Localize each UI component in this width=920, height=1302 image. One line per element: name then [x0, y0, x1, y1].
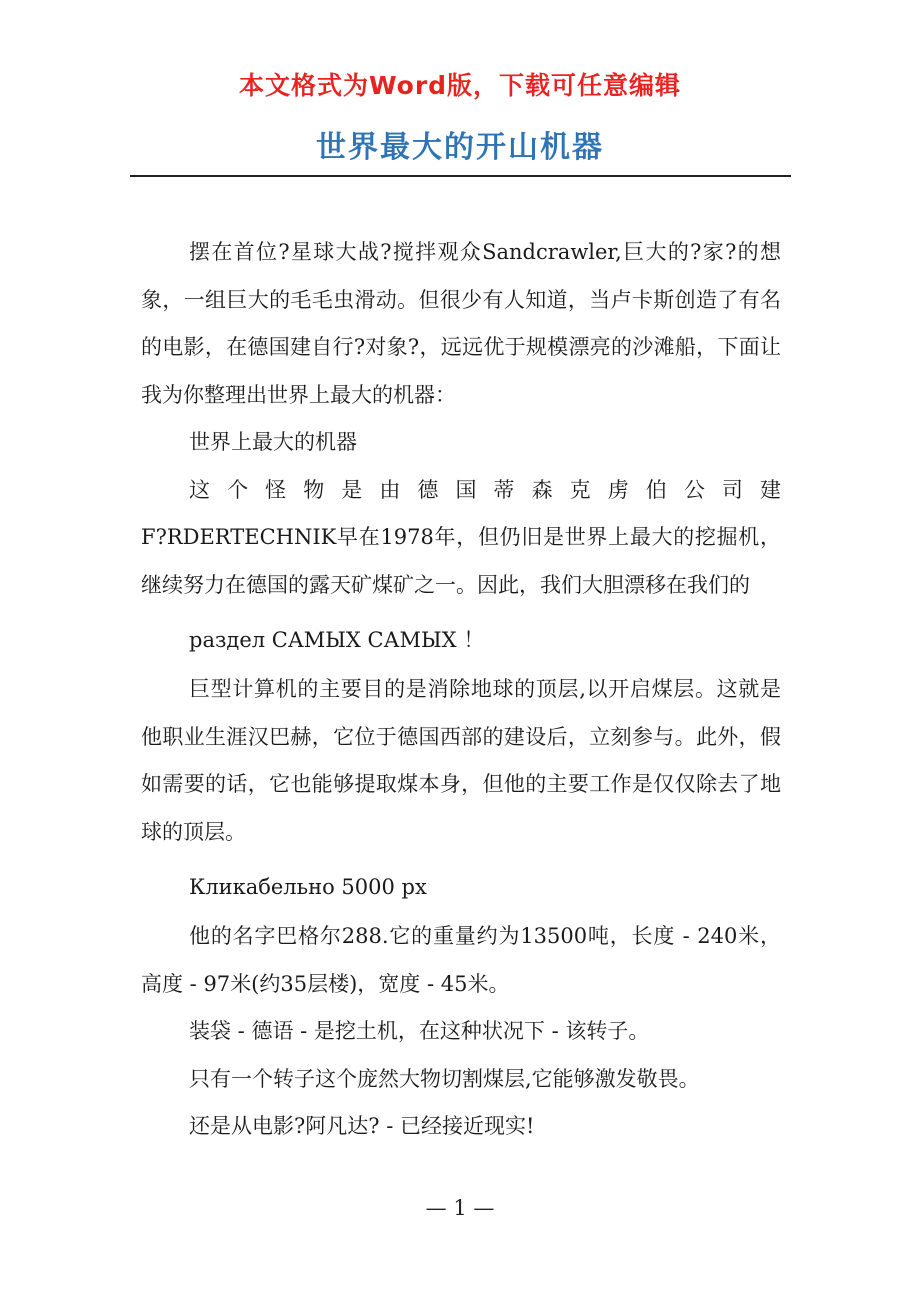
- paragraph-excavator: F?RDERTECHNIK早在1978年，但仍旧是世界上最大的挖掘机，继续努力在德国的露天矿煤矿之一。因此，我们大胆漂移在我们的: [141, 525, 781, 597]
- paragraph-rotor: 只有一个转子这个庞然大物切割煤层,它能够激发敬畏。: [189, 1066, 700, 1091]
- paragraph-intro: 摆在首位?星球大战?搅拌观众Sandcrawler,巨大的?家?的想象，一组巨大的毛毛虫滑动。但很少有人知道，当卢卡斯创造了有名的电影，在德国建自行?对象?，远远优于规模漂亮的沙滩船，下面让我为你整理出世界上最大的机器：: [141, 240, 781, 407]
- paragraph-monster-line: 这个怪物是由德国蒂森克虏伯公司建: [189, 477, 781, 502]
- document-body: [141, 229, 781, 1151]
- title-divider: [130, 175, 791, 177]
- download-notice: 本文格式为Word版，下载可任意编辑: [238, 71, 682, 100]
- paragraph-clickable-note: Кликабельно 5000 px: [189, 875, 427, 899]
- paragraph-subheading: 世界上最大的机器: [189, 430, 357, 454]
- paragraph-russian-section: раздел САМЫХ САМЫХ ！: [189, 628, 485, 652]
- page-number: — 1 —: [425, 1196, 495, 1220]
- paragraph-dimensions: 他的名字巴格尔288.它的重量约为13500吨，长度 - 240米，高度 - 97米(约35层楼)，宽度 - 45米。: [141, 924, 781, 996]
- document-title: 世界最大的开山机器: [316, 130, 604, 165]
- paragraph-avatar: 还是从电影?阿凡达? - 已经接近现实!: [189, 1114, 535, 1138]
- paragraph-bagger: 装袋 - 德语 - 是挖土机，在这种状况下 - 该转子。: [189, 1019, 650, 1043]
- paragraph-purpose: 巨型计算机的主要目的是消除地球的顶层,以开启煤层。这就是他职业生涯汉巴赫，它位于德国西部的建设后，立刻参与。此外，假如需要的话，它也能够提取煤本身，但他的主要工作是仅仅除去了地球的顶层。: [141, 677, 781, 844]
